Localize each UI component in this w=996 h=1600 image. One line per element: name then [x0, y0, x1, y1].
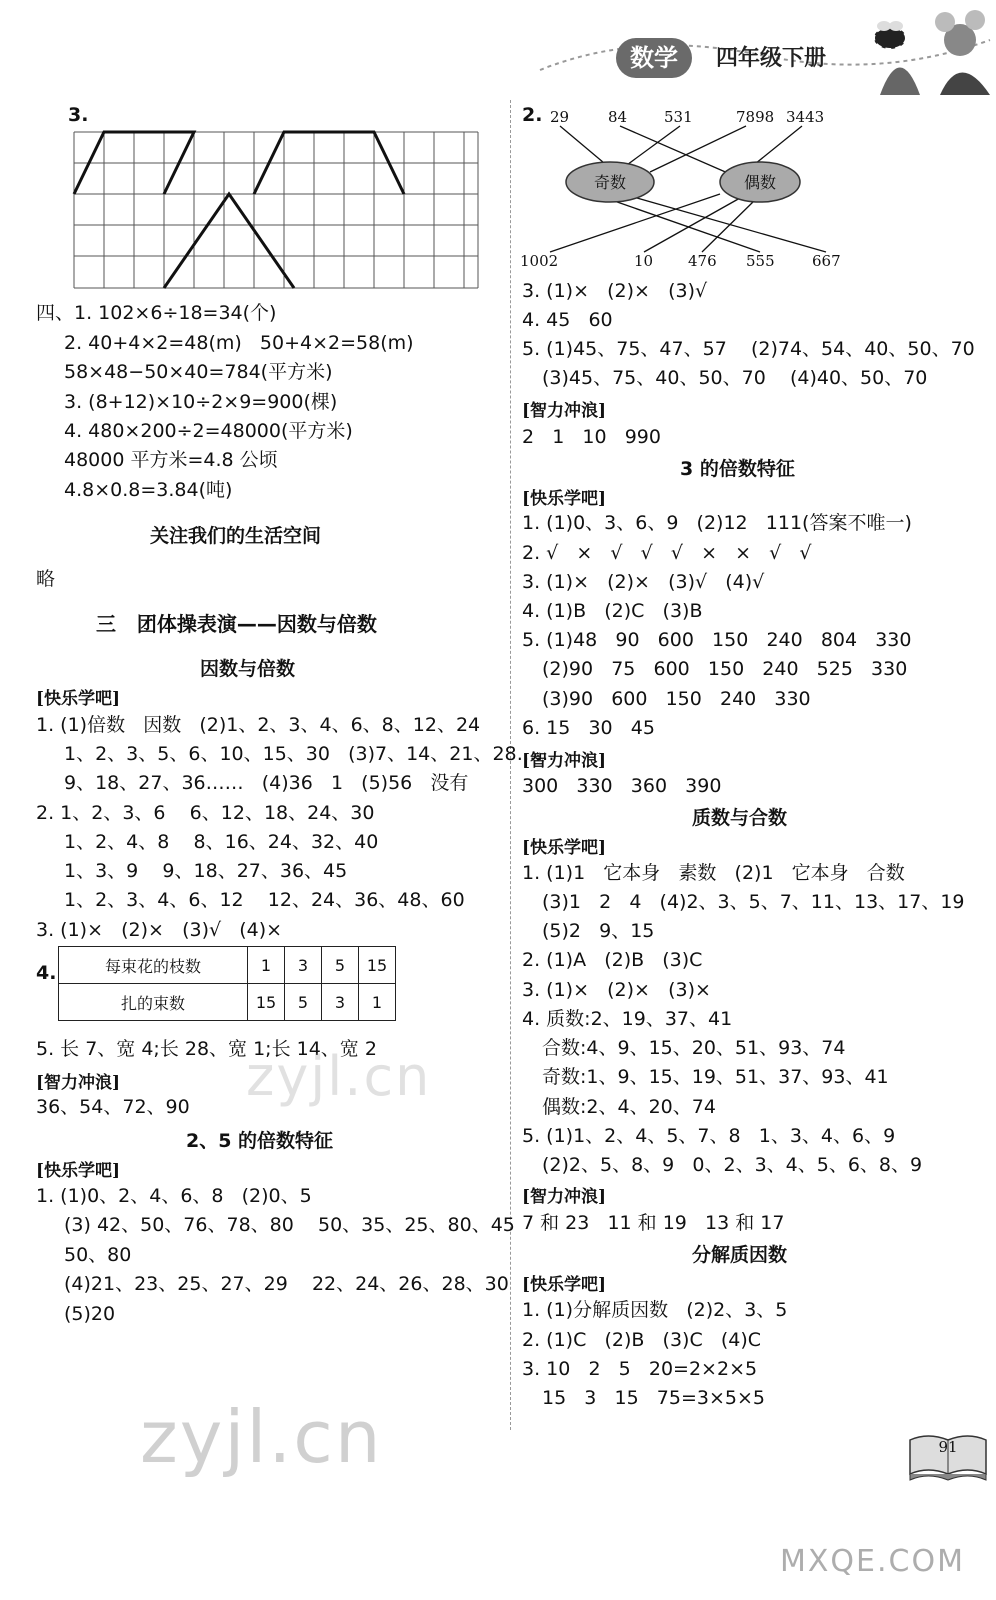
r-line-b8: 6. 15 30 45 [522, 717, 655, 739]
header-band [520, 0, 996, 100]
table-cell: 5 [322, 947, 359, 984]
r-line-c3: (5)2 9、15 [542, 920, 655, 942]
r-line-c10: 5. (1)1、2、4、5、7、8 1、3、4、6、9 [522, 1125, 896, 1147]
grade-label: 四年级下册 [716, 46, 827, 71]
sec4-line-1: 四、1. 102×6÷18=34(个) [36, 302, 277, 324]
sec4-line-3: 58×48−50×40=784(平方米) [64, 361, 333, 383]
subsection-title-prime: 质数与合数 [692, 807, 788, 829]
section-title-life: 关注我们的生活空间 [150, 525, 322, 547]
r-line-d4: 15 3 15 75=3×5×5 [542, 1387, 765, 1409]
subsection-title-25: 2、5 的倍数特征 [186, 1130, 334, 1152]
table-cell: 3 [285, 947, 322, 984]
sec4-line-2: 2. 40+4×2=48(m) 50+4×2=58(m) [64, 332, 414, 354]
s2-line-3: 50、80 [64, 1244, 132, 1266]
odd-even-diagram [520, 106, 860, 272]
kuaile-tag-2: [快乐学吧] [36, 1161, 121, 1181]
q2-line-4: 1、2、3、4、6、12 12、24、36、48、60 [64, 889, 465, 911]
r-line-c9: 偶数:2、4、20、74 [542, 1096, 716, 1118]
q2-line-1: 2. 1、2、3、6 6、12、18、24、30 [36, 802, 375, 824]
lue-text: 略 [36, 568, 56, 590]
q1-line-3: 9、18、27、36…… (4)36 1 (5)56 没有 [64, 772, 469, 794]
kuaile-tag-1: [快乐学吧] [36, 689, 121, 709]
zhili-answer-2: 2 1 10 990 [522, 426, 661, 448]
r-line-a1: 3. (1)× (2)× (3)√ [522, 280, 708, 302]
table-cell: 5 [285, 984, 322, 1021]
zhili-answer-3: 300 330 360 390 [522, 775, 722, 797]
chapter-title: 三 团体操表演——因数与倍数 [96, 612, 377, 636]
s2-line-2: (3) 42、50、76、78、80 50、35、25、80、45 [64, 1214, 515, 1236]
r-line-b5: 5. (1)48 90 600 150 240 804 330 [522, 629, 912, 651]
kuaile-tag-4: [快乐学吧] [522, 838, 607, 858]
zhili-tag-1: [智力冲浪] [36, 1073, 121, 1093]
r-line-c1: 1. (1)1 它本身 素数 (2)1 它本身 合数 [522, 862, 905, 884]
zhili-tag-2: [智力冲浪] [522, 401, 607, 421]
table-cell: 15 [359, 947, 396, 984]
kuaile-tag-5: [快乐学吧] [522, 1275, 607, 1295]
sec4-line-5: 4. 480×200÷2=48000(平方米) [64, 420, 353, 442]
r-line-b3: 3. (1)× (2)× (3)√ (4)√ [522, 571, 765, 593]
q4-label: 4. [36, 962, 57, 984]
watermark: zyjl.cn [246, 1045, 432, 1108]
table-cell: 1 [248, 947, 285, 984]
subsection-title-factors: 因数与倍数 [200, 658, 296, 680]
r-line-a2: 4. 45 60 [522, 309, 613, 331]
diagram-number: 10 [634, 252, 654, 270]
zhili-tag-4: [智力冲浪] [522, 1187, 607, 1207]
q2-label-right: 2. [522, 104, 543, 126]
page-number-badge [906, 1430, 990, 1484]
bee-icon [870, 20, 910, 52]
r-line-b2: 2. √ × √ √ √ × × √ √ [522, 542, 812, 564]
q2-line-2: 1、2、4、8 8、16、24、32、40 [64, 831, 379, 853]
r-line-b6: (2)90 75 600 150 240 525 330 [542, 658, 908, 680]
diagram-number: 29 [550, 108, 570, 126]
sec4-line-7: 4.8×0.8=3.84(吨) [64, 479, 233, 501]
table-cell: 扎的束数 [59, 984, 248, 1021]
table-cell: 1 [359, 984, 396, 1021]
diagram-number: 1002 [520, 252, 559, 270]
table-cell: 15 [248, 984, 285, 1021]
r-line-c11: (2)2、5、8、9 0、2、3、4、5、6、8、9 [542, 1154, 923, 1176]
q2-line-3: 1、3、9 9、18、27、36、45 [64, 860, 348, 882]
subsection-title-3: 3 的倍数特征 [680, 458, 795, 480]
s2-line-1: 1. (1)0、2、4、6、8 (2)0、5 [36, 1185, 312, 1207]
kuaile-tag-3: [快乐学吧] [522, 489, 607, 509]
diagram-number: 84 [608, 108, 628, 126]
r-line-b4: 4. (1)B (2)C (3)B [522, 600, 703, 622]
s2-line-4: (4)21、23、25、27、29 22、24、26、28、30 [64, 1273, 509, 1295]
zhili-answer-4: 7 和 23 11 和 19 13 和 17 [522, 1212, 785, 1234]
page-number: 91 [938, 1438, 958, 1456]
r-line-c7: 合数:4、9、15、20、51、93、74 [542, 1037, 846, 1059]
diagram-number: 3443 [786, 108, 825, 126]
r-line-b7: (3)90 600 150 240 330 [542, 688, 811, 710]
q3-answers: 3. (1)× (2)× (3)√ (4)× [36, 919, 283, 941]
r-line-a4: (3)45、75、40、50、70 (4)40、50、70 [542, 367, 928, 389]
diagram-number: 555 [746, 252, 775, 270]
r-line-d3: 3. 10 2 5 20=2×2×5 [522, 1358, 758, 1380]
watermark: zyjl.cn [140, 1395, 383, 1479]
diagram-number: 667 [812, 252, 841, 270]
r-line-b1: 1. (1)0、3、6、9 (2)12 111(答案不唯一) [522, 512, 912, 534]
subject-pill: 数学 [616, 38, 692, 78]
r-line-d1: 1. (1)分解质因数 (2)2、3、5 [522, 1299, 788, 1321]
s2-line-5: (5)20 [64, 1303, 116, 1325]
table-cell: 3 [322, 984, 359, 1021]
r-line-d2: 2. (1)C (2)B (3)C (4)C [522, 1329, 762, 1351]
geometry-grid [74, 132, 478, 288]
r-line-c8: 奇数:1、9、15、19、51、37、93、41 [542, 1066, 889, 1088]
diagram-number: 531 [664, 108, 693, 126]
watermark: MXQE.COM [780, 1544, 965, 1579]
subsection-title-factorize: 分解质因数 [692, 1244, 788, 1266]
q5-answer: 5. 长 7、宽 4;长 28、宽 1;长 14、宽 2 [36, 1038, 377, 1060]
diagram-number: 7898 [736, 108, 775, 126]
table-row [59, 947, 396, 984]
r-line-c2: (3)1 2 4 (4)2、3、5、7、11、13、17、19 [542, 891, 965, 913]
r-line-a3: 5. (1)45、75、47、57 (2)74、54、40、50、70 [522, 338, 975, 360]
diagram-number: 476 [688, 252, 717, 270]
sec4-line-6: 48000 平方米=4.8 公顷 [64, 449, 278, 471]
zhili-answer-1: 36、54、72、90 [36, 1096, 190, 1118]
q3-label: 3. [68, 104, 89, 126]
sec4-line-4: 3. (8+12)×10÷2×9=900(棵) [64, 391, 338, 413]
zhili-tag-3: [智力冲浪] [522, 751, 607, 771]
table-cell: 每束花的枝数 [59, 947, 248, 984]
q1-line-2: 1、2、3、5、6、10、15、30 (3)7、14、21、28…… [64, 743, 555, 765]
even-label: 偶数 [744, 173, 777, 192]
r-line-c6: 4. 质数:2、19、37、41 [522, 1008, 733, 1030]
bouquet-table [58, 946, 396, 1021]
r-line-c4: 2. (1)A (2)B (3)C [522, 949, 703, 971]
odd-label: 奇数 [594, 173, 627, 192]
r-line-c5: 3. (1)× (2)× (3)× [522, 979, 711, 1001]
q1-line-1: 1. (1)倍数 因数 (2)1、2、3、4、6、8、12、24 [36, 714, 481, 736]
table-row [59, 984, 396, 1021]
